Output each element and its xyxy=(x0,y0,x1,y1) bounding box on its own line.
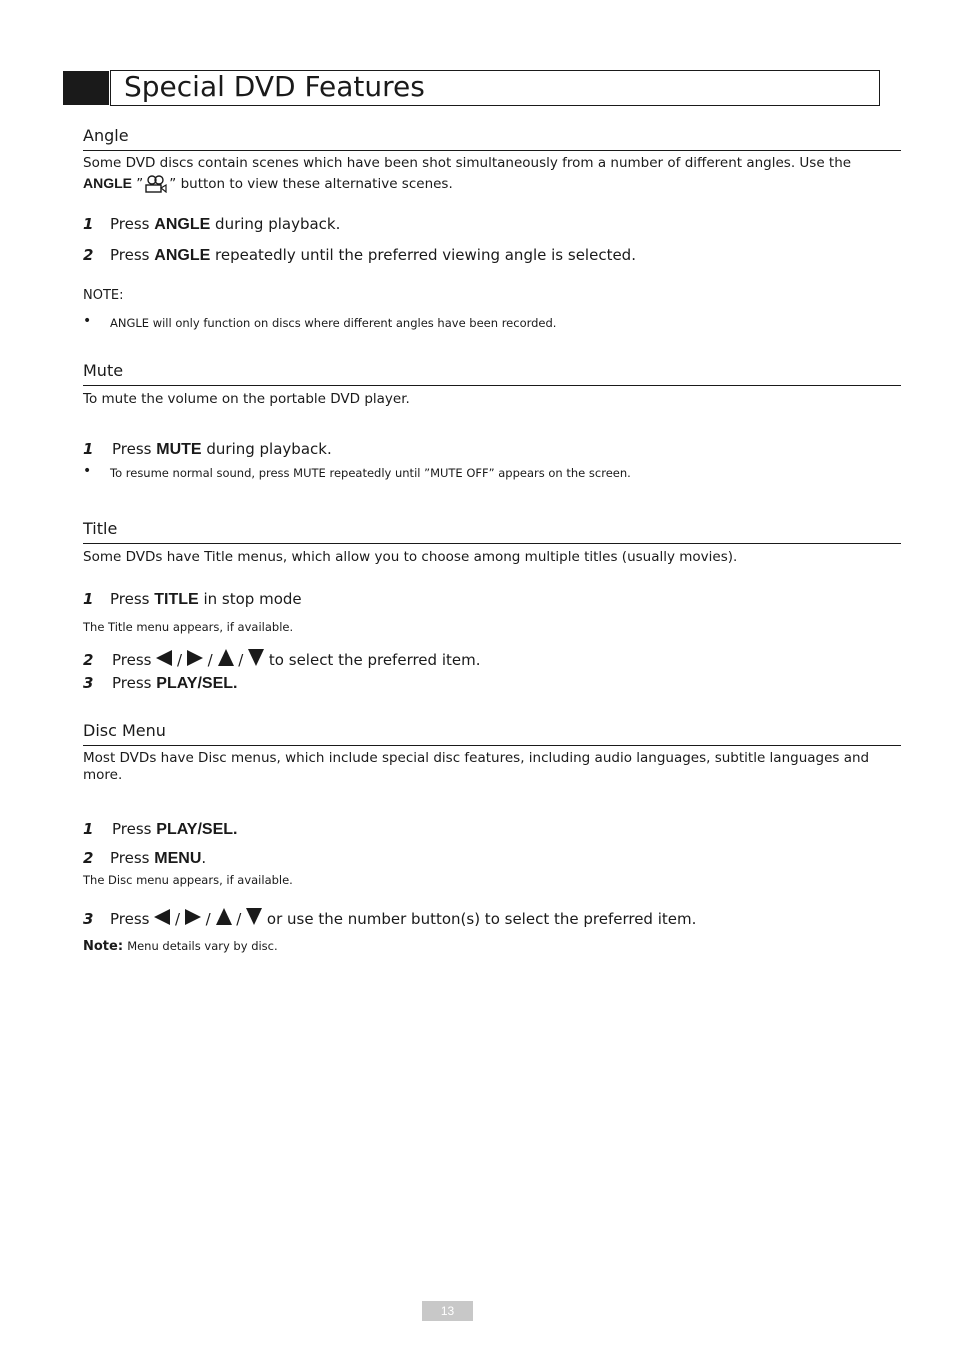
disc-menu-intro-line1: Most DVDs have Disc menus, which include special disc features, including audio languages, subtitle languages and xyxy=(83,750,870,766)
mute-step-1: 1 Press MUTE during playback. xyxy=(83,440,332,458)
disc-menu-heading: Disc Menu xyxy=(83,721,166,740)
arrow-right-icon xyxy=(185,909,201,925)
mute-intro: To mute the volume on the portable DVD player. xyxy=(83,391,410,407)
disc-menu-note xyxy=(83,938,278,956)
angle-intro-line1: Some DVD discs contain scenes which have been shot simultaneously from a number of different angles. Use the xyxy=(83,155,852,171)
title-intro: Some DVDs have Title menus, which allow you to choose among multiple titles (usually movies). xyxy=(83,549,738,565)
arrow-left-icon xyxy=(154,909,170,925)
disc-menu-step-2: 2 Press MENU. xyxy=(83,849,207,867)
disc-menu-note-label: Note: xyxy=(83,939,124,954)
disc-menu-intro-line2: more. xyxy=(83,767,123,783)
mute-bullet: • xyxy=(83,463,92,479)
arrow-up-icon xyxy=(218,649,234,666)
angle-note-bullet: • xyxy=(83,313,92,329)
disc-menu-step-3: 3 Press / / / or use the number button(s) to select the preferred item. xyxy=(83,910,697,928)
arrow-right-icon xyxy=(187,650,203,666)
mute-rule xyxy=(83,385,901,386)
angle-intro-rest: ” button to view these alternative scenes. xyxy=(169,176,453,192)
header-block xyxy=(63,71,109,105)
disc-menu-step-1: 1 Press PLAY/SEL. xyxy=(83,820,238,838)
disc-menu-note-text: Menu details vary by disc. xyxy=(127,939,278,953)
title-step-2: 2 Press / / / to select the preferred item. xyxy=(83,651,481,669)
arrow-down-icon xyxy=(246,908,262,925)
title-rule xyxy=(83,543,901,544)
angle-intro-line2 xyxy=(83,174,883,193)
angle-step-2: 2 Press ANGLE repeatedly until the preferred viewing angle is selected. xyxy=(83,246,636,264)
disc-menu-rule xyxy=(83,745,901,746)
page-number: 13 xyxy=(422,1301,473,1321)
angle-note-text: ANGLE will only function on discs where different angles have been recorded. xyxy=(110,316,557,330)
angle-note-label: NOTE: xyxy=(83,288,124,303)
title-step-1-note: The Title menu appears, if available. xyxy=(83,620,294,634)
arrow-up-icon xyxy=(216,908,232,925)
camera-angle-icon xyxy=(143,175,169,193)
title-heading: Title xyxy=(83,519,118,538)
angle-keyword: ANGLE xyxy=(83,175,132,191)
arrow-left-icon xyxy=(156,650,172,666)
arrow-down-icon xyxy=(248,649,264,666)
page-title: Special DVD Features xyxy=(124,70,425,103)
title-step-3: 3 Press PLAY/SEL. xyxy=(83,674,238,692)
disc-menu-step-2-note: The Disc menu appears, if available. xyxy=(83,873,293,887)
title-step-1: 1 Press TITLE in stop mode xyxy=(83,590,302,608)
mute-bullet-text: To resume normal sound, press MUTE repeatedly until ”MUTE OFF” appears on the screen. xyxy=(110,466,631,480)
mute-heading: Mute xyxy=(83,361,124,380)
angle-quote-open: ” xyxy=(136,176,144,192)
angle-rule xyxy=(83,150,901,151)
angle-step-1: 1 Press ANGLE during playback. xyxy=(83,215,341,233)
angle-heading: Angle xyxy=(83,126,129,145)
